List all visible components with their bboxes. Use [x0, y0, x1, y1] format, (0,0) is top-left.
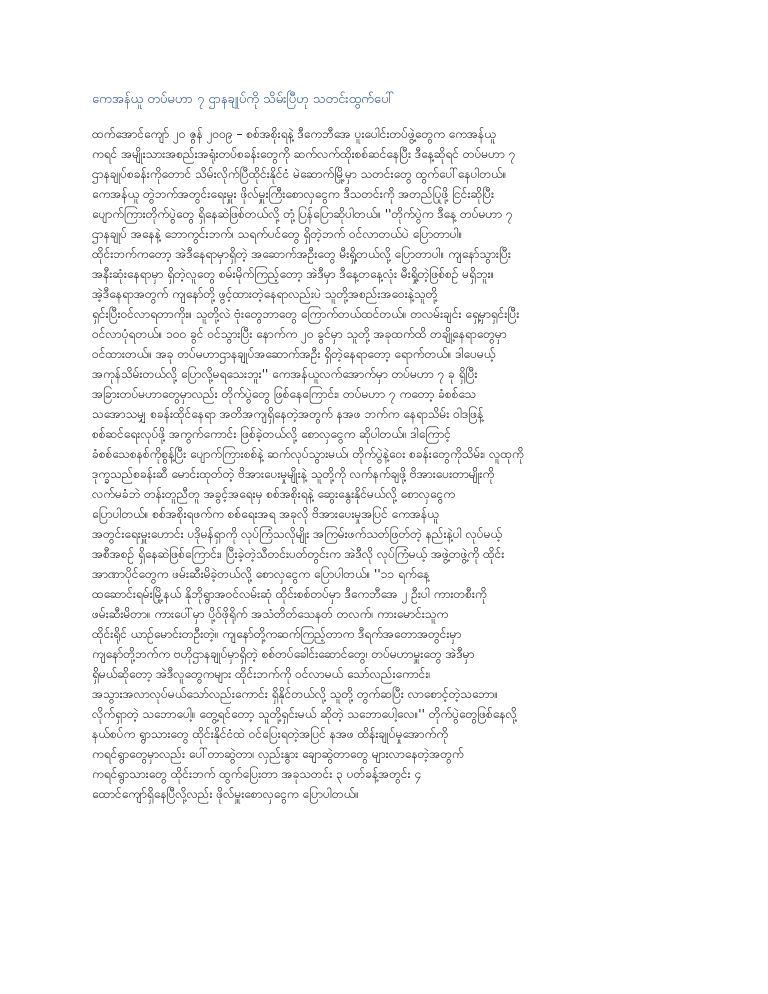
body-line: ဌာနချုပ် အနေနဲ့ ဘောကွင်းဘက်၊ သရက်ပင်တွေ ရှိတဲ့ဘက် ဝင်လာတယ်ပဲ ပြောတာပါ။ [92, 227, 463, 241]
body-line: လက်မခံဘဲ တန်းတူညီတူ အခွင့်အရေးမှ စစ်အစိုးရနဲ့ ဆွေးနွေးနိုင်မယ်လို့ စောလှငွေက [92, 487, 455, 501]
body-line: ထိုင်းရိုင် ယာဉ်မောင်းတဦးတဲ့။ ကျနော်တို့ကဆက်ကြည့်တာက ဒီရက်အတောအတွင်းမှာ [92, 627, 462, 641]
body-line: ကရင်ရွာသားတွေ ထိုင်းဘက် ထွက်ပြေးတာ အခုသတင်း ၃ ပတ်ခန့်အတွင်း ၄ [92, 767, 422, 781]
body-line: လိုက်ရှာတဲ့ သဘောပေါ့။ တွေ့ရင်တော့ သူတို့ရှင်းမယ် ဆိုတဲ့ သဘောပေါ့လေ။'' တိုက်ပွဲတွေဖြစ်နေလို့ [92, 707, 517, 721]
body-line: အစီအစဉ် ရှိနေဆဲဖြစ်ကြောင်း၊ ပြီးခဲ့တဲ့သီတင်းပတ်တွင်းက အဲဒီလို လုပ်ကြံမယ့် အဖွဲ့တဖွဲ့ကို ထိုင်း [92, 547, 505, 561]
body-line: ဌာနချုပ်စခန်းကိုတောင် သိမ်းလိုက်ပြီထိုင်းနိုင်ငံ မဲဆောက်မြို့မှာ သတင်းတွေ ထွက်ပေါ်နေပါတယ်။ [92, 167, 507, 181]
article-headline: ကေအန်ယူ တပ်မဟာ ၇ ဌာနချုပ်ကို သိမ်းပြီဟု သတင်းထွက်ပေါ် [92, 92, 395, 107]
body-line: ကေအန်ယူ တွဲဘက်အတွင်းရေးမှူး ဖိုလ်မှူးကြီးစောလှငွေက ဒီသတင်းကို အတည်ပြုဖို့ ငြင်းဆိုပြီး [92, 187, 495, 201]
body-line: ဝင်ထားတယ်။ အခု တပ်မဟာဌာနချုပ်အဆောက်အဦး ရှိတဲ့နေရာတော့ ရောက်တယ်။ ဒါပေမယ့် [92, 347, 496, 361]
article-body [92, 124, 682, 804]
body-line: အနီးဆုံးနေရာမှာ ရှိတဲ့လူတွေ စမ်းမိုက်ကြည့်တော့ အဲဒီမှာ ဒီနေ့တနေ့လုံး မီးရှို့တဲ့ဖြစ်စဉ် မရှိဘူး။ [92, 267, 495, 281]
body-line: သအောသမျှ စခန်းထိုင်နေရာ အတိအကျရှိနေတဲ့အတွက် နအဖ ဘက်က နေရာသိမ်း ဝါဒဖြန့် [92, 407, 484, 421]
body-line: အသွားအလာလုပ်မယ်သော်လည်းကောင်း ရှိနိုင်တယ်လို့ သူတို့ တွက်ဆပြီး လာစောင့်တဲ့သဘော။ [92, 687, 499, 701]
body-line: အကုန်သိမ်းတယ်လို့ ပြောလို့မရသေးဘူး'' ကေအန်ယူလက်အောက်မှာ တပ်မဟာ ၇ ခု ရှိပြီး [92, 367, 478, 381]
body-line: ကရင်ရွာတွေမှာလည်း ပေါ်တာဆွဲတာ၊ လှည်းနွား ချောဆွဲတာတွေ များလာနေတဲ့အတွက် [92, 747, 464, 761]
body-line: ထက်အောင်ကျော် ၂၀ ဇွန် ၂၀၀၉ – စစ်အစိုးရနဲ့ ဒီကေဘီအေ ပူးပေါင်းတပ်ဖွဲ့တွေက ကေအန်ယူ [92, 127, 496, 141]
body-line: ထဆောင်းရမ်းမြို့နယ် နိုဘိုရွာအဝင်လမ်းဆုံ ထိုင်းစစ်တပ်မှာ ဒီကေဘီအေ ၂ ဦးပါ ကားတစီးကို [92, 587, 487, 601]
body-line: အဲ့ဒီနေရာအတွက် ကျနော်တို့ ဖွင့်ထားတဲ့နေရာလည်းပဲ သူတို့အစည်းအဝေးနဲ့သူတို့ [92, 287, 438, 301]
body-line: နယ်စပ်က ရွာသားတွေ ထိုင်းနိုင်ငံထဲ ဝင်ပြေးရတဲ့အပြင် နအဖ ထိန်းချုပ်မှုအောက်ကို [92, 727, 448, 741]
body-line: ကျနော်တို့ဘက်က ဗဟိုဌာနချုပ်မှာရှိတဲ့ စစ်တပ်ခေါင်းဆောင်တွေ၊ တပ်မဟာမှူးတွေ အဲဒီမှာ [92, 647, 475, 661]
body-line: ဒုက္ခသည်စခန်းဆီ မောင်းထုတ်တဲ့ ဗိအားပေးမှုမျိုးနဲ့ သူတို့ကို လက်နက်ချဖို့ ဗိအားပေးတာမျိုးကို [92, 467, 495, 481]
body-line: ပျောက်ကြားတိုက်ပွဲတွေ ရှိနေဆဲဖြစ်တယ်လို့ တုံ့ပြန်ပြောဆိုပါတယ်။ ''တိုက်ပွဲက ဒီနေ့ တပ်မဟာ ၇ [92, 207, 513, 221]
body-line: ခံစစ်သေစနစ်ကိုစွန့်ပြီး ပျောက်ကြားစစ်နဲ့ ဆက်လုပ်သွားမယ်၊ တိုက်ပွဲနဲ့ဝေး စခန်းတွေကိုသိမ်း၊ လူထုကို [92, 447, 524, 461]
body-line: ထောင်ကျော်ရှိနေပြီလို့လည်း ဖိုလ်မှူးစောလှငွေက ပြောပါတယ်။ [92, 787, 359, 801]
body-line: ကရင် အမျိုးသားအစည်းအရုံးတပ်စခန်းတွေကို ဆက်လက်ထိုးစစ်ဆင်နေပြီး ဒီနေ့ဆိုရင် တပ်မဟာ ၇ [92, 147, 516, 161]
body-line: ဝင်လာပုံရတယ်။ ၁၀၀ ခွင် ဝင်သွားပြီး နောက်က ၂၀ ခွင်မှာ သူတို့ အခုထက်ထိ တချို့နေရာတွေမှာ [92, 327, 507, 341]
body-line: ရှင်းပြီးဝင်လာရတာကိုး။ သူတို့လဲ ဗုံးတွေဘာတွေ ကြောက်တယ်ထင်တယ်။ တလမ်းချင်း ရှေ့မှာရှင်းပြီး [92, 307, 520, 321]
body-line: ဖမ်းဆီးမိတာ။ ကားပေါ်မှာ ပို့ဝ်ဖိုရိုက် အသံတိတ်သေနတ် တလက်၊ ကားမောင်းသူက [92, 607, 449, 621]
body-line: အာဏာပိုင်တွေက ဖမ်းဆီးမိခဲ့တယ်လို့ စောလှငွေက ပြောပါတယ်။ ''၁၁ ရက်နေ့ [92, 567, 430, 581]
body-line: ထိုင်းဘက်ကတော့ အဲဒီနေရာမှာရှိတဲ့ အဆောက်အဦးတွေ မီးရှို့တယ်လို့ ပြောတာပါ။ ကျနော်သွားပြီး [92, 247, 511, 261]
body-line: ရှိမယ်ဆိုတော့ အဲဒီလူတွေကများ ထိုင်းဘက်ကို ဝင်လာမယ် သော်လည်းကောင်း၊ [92, 667, 431, 681]
body-line: အခြားတပ်မဟာတွေမှာလည်း တိုက်ပွဲတွေ ဖြစ်နေကြောင်း၊ တပ်မဟာ ၇ ကတော့ ခံစစ်သေ [92, 387, 477, 401]
body-line: အတွင်းရေးမှူးဟောင်း ပဒိုမန်ရှာကို လုပ်ကြံသလိုမျိုး အကြမ်းဖက်သတ်ဖြတ်တဲ့ နည်းနဲ့ပါ လုပ်မယ့် [92, 527, 503, 541]
body-line: ပြောပါတယ်။ စစ်အစိုးရဖက်က စစ်ရေးအရ အခုလို ဗိအားပေးမှုအပြင် ကေအန်ယူ [92, 507, 439, 521]
body-line: စစ်ဆင်ရေးလုပ်ဖို့ အကွက်ကောင်း ဖြစ်ခဲ့တယ်လို့ စောလှငွေက ဆိုပါတယ်။ ဒါကြောင့် [92, 427, 451, 441]
